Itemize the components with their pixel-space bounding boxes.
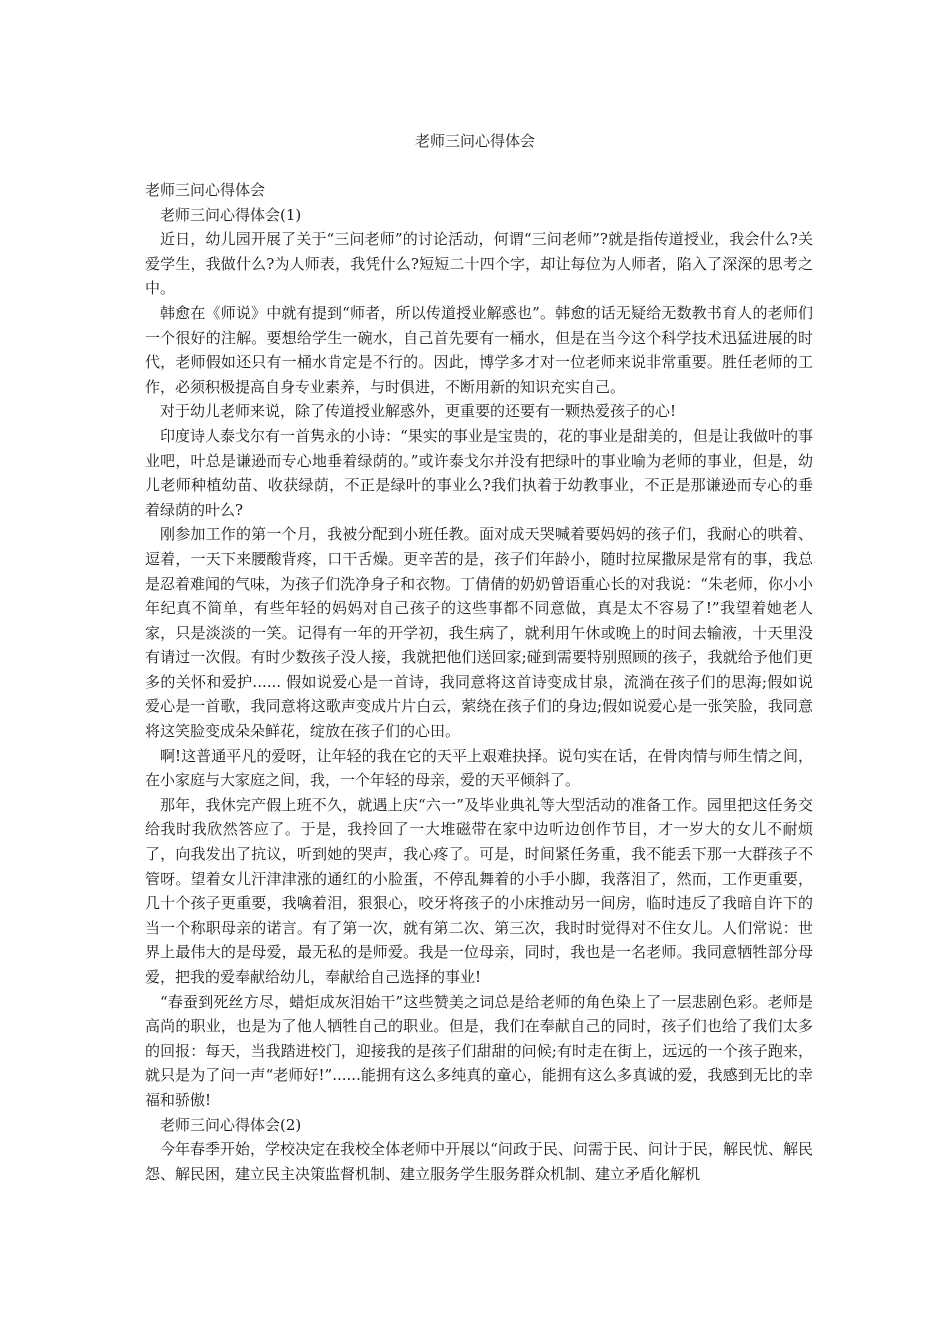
section-1-subtitle: 老师三问心得体会(1) — [160, 205, 302, 224]
paragraph: 那年，我休完产假上班不久，就遇上庆“六一”及毕业典礼等大型活动的准备工作。园里把这任务交给我时我欣然答应了。于是，我拎回了一大堆磁带在家中边听边创作节目，才一岁大的女儿不耐烦了，向我发出了抗议，听到她的哭声，我心疼了。可是，时间紧任务重，我不能丢下那一大群孩子不管呀。望着女儿汗津津涨的通红的小脸蛋，不停乱舞着的小手小脚，我落泪了，然而，工作更重要，几十个孩子更重要，我噙着泪，狠狠心，咬牙将孩子的小床推动另一间房，临时违反了我暗自许下的当一个称职母亲的诺言。有了第一次，就有第二次、第三次，我时时觉得对不住女儿。人们常说：世界上最伟大的是母爱，最无私的是师爱。我是一位母亲，同时，我也是一名老师。我同意牺牲部分母爱，把我的爱奉献给幼儿，奉献给自己选择的事业! — [145, 795, 813, 986]
paragraph: “春蚕到死丝方尽，蜡炬成灰泪始干”这些赞美之词总是给老师的角色染上了一层悲剧色彩。老师是高尚的职业，也是为了他人牺牲自己的职业。但是，我们在奉献自己的同时，孩子们也给了我们太多的回报：每天，当我踏进校门，迎接我的是孩子们甜甜的问候;有时走在街上，远远的一个孩子跑来，就只是为了问一声“老师好!”......能拥有这么多纯真的童心，能拥有这么多真诚的爱，我感到无比的幸福和骄傲! — [145, 992, 813, 1109]
paragraph: 对于幼儿老师来说，除了传道授业解惑外，更重要的还要有一颗热爱孩子的心! — [160, 402, 677, 421]
paragraph: 刚参加工作的第一个月，我被分配到小班任教。面对成天哭喊着要妈妈的孩子们，我耐心的哄着、逗着，一天下来腰酸背疼，口干舌燥。更辛苦的是，孩子们年龄小，随时拉屎撒尿是常有的事，我总是忍着难闻的气味，为孩子们洗净身子和衣物。丁倩倩的奶奶曾语重心长的对我说：“朱老师，你小小年纪真不简单，有些年轻的妈妈对自己孩子的这些事都不同意做，真是太不容易了!”我望着她老人家，只是淡淡的一笑。记得有一年的开学初，我生病了，就利用午休或晚上的时间去输液，十天里没有请过一次假。有时少数孩子没人接，我就把他们送回家;碰到需要特别照顾的孩子，我就给予他们更多的关怀和爱护...... 假如说爱心是一首诗，我同意将这首诗变成甘泉，流淌在孩子们的思海;假如说爱心是一首歌，我同意将这歌声变成片片白云，萦绕在孩子们的身边;假如说爱心是一张笑脸，我同意将这笑脸变成朵朵鲜花，绽放在孩子们的心田。 — [145, 525, 813, 741]
paragraph: 啊!这普通平凡的爱呀，让年轻的我在它的天平上艰难抉择。说句实在话，在骨肉情与师生情之间，在小家庭与大家庭之间，我，一个年轻的母亲，爱的天平倾斜了。 — [145, 746, 813, 790]
paragraph: 今年春季开始，学校决定在我校全体老师中开展以“问政于民、问需于民、问计于民，解民忧、解民怨、解民困，建立民主决策监督机制、建立服务学生服务群众机制、建立矛盾化解机 — [145, 1140, 813, 1183]
paragraph: 印度诗人泰戈尔有一首隽永的小诗：“果实的事业是宝贵的，花的事业是甜美的，但是让我做叶的事业吧，叶总是谦逊而专心地垂着绿荫的。”或许泰戈尔并没有把绿叶的事业喻为老师的事业，但是，幼儿老师种植幼苗、收获绿荫，不正是绿叶的事业么?我们执着于幼教事业，不正是那谦逊而专心的垂着绿荫的叶么? — [145, 426, 813, 519]
document-heading: 老师三问心得体会 — [145, 181, 266, 199]
document-body — [145, 178, 813, 1186]
document-title: 老师三问心得体会 — [414, 132, 535, 150]
section-2-subtitle: 老师三问心得体会(2) — [160, 1115, 302, 1134]
paragraph: 近日，幼儿园开展了关于“三问老师”的讨论活动，何谓“三问老师”?就是指传道授业，我会什么?关爱学生，我做什么?为人师表，我凭什么?短短二十四个字，却让每位为人师者，陷入了深深的思考之中。 — [145, 230, 813, 298]
paragraph: 韩愈在《师说》中就有提到“师者，所以传道授业解惑也”。韩愈的话无疑给无数教书育人的老师们一个很好的注解。要想给学生一碗水，自己首先要有一桶水，但是在当今这个科学技术迅猛进展的时代，老师假如还只有一桶水肯定是不行的。因此，博学多才对一位老师来说非常重要。胜任老师的工作，必须积极提高自身专业素养，与时俱进，不断用新的知识充实自己。 — [145, 303, 813, 396]
